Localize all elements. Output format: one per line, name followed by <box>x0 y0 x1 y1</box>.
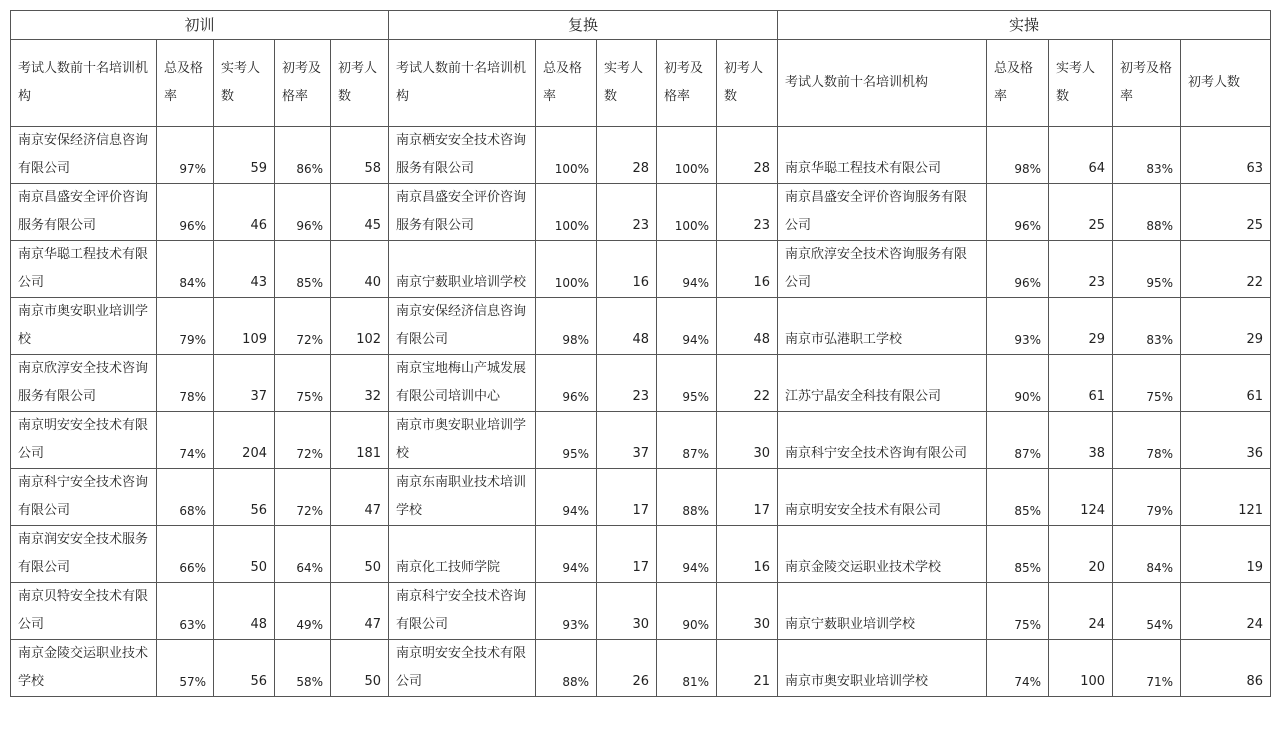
first-pass-rate: 94% <box>657 241 717 298</box>
institution-name: 南京宁薮职业培训学校 <box>778 583 987 640</box>
first-examinees: 17 <box>717 469 778 526</box>
first-examinees: 48 <box>717 298 778 355</box>
total-pass-rate: 79% <box>157 298 214 355</box>
institution-name: 南京宝地梅山产城发展有限公司培训中心 <box>389 355 536 412</box>
first-pass-rate: 96% <box>275 184 331 241</box>
table-row <box>11 583 1271 640</box>
first-pass-rate: 78% <box>1113 412 1181 469</box>
actual-examinees: 109 <box>214 298 275 355</box>
table-row <box>11 469 1271 526</box>
first-pass-rate: 84% <box>1113 526 1181 583</box>
first-examinees: 61 <box>1181 355 1271 412</box>
total-pass-rate: 94% <box>536 526 597 583</box>
total-pass-rate: 96% <box>987 241 1049 298</box>
actual-examinees: 26 <box>597 640 657 697</box>
first-pass-rate: 49% <box>275 583 331 640</box>
column-header-total-pass-rate: 总及格率 <box>157 40 214 127</box>
first-pass-rate: 87% <box>657 412 717 469</box>
actual-examinees: 25 <box>1049 184 1113 241</box>
total-pass-rate: 96% <box>157 184 214 241</box>
first-pass-rate: 94% <box>657 526 717 583</box>
total-pass-rate: 85% <box>987 469 1049 526</box>
total-pass-rate: 98% <box>536 298 597 355</box>
first-examinees: 24 <box>1181 583 1271 640</box>
institution-name: 南京市弘港职工学校 <box>778 298 987 355</box>
total-pass-rate: 96% <box>536 355 597 412</box>
first-pass-rate: 94% <box>657 298 717 355</box>
first-examinees: 40 <box>331 241 389 298</box>
first-examinees: 28 <box>717 127 778 184</box>
institution-name: 南京明安安全技术有限公司 <box>11 412 157 469</box>
actual-examinees: 48 <box>597 298 657 355</box>
actual-examinees: 124 <box>1049 469 1113 526</box>
column-header-first-pass-rate: 初考及格率 <box>657 40 717 127</box>
column-header-institution: 考试人数前十名培训机构 <box>389 40 536 127</box>
total-pass-rate: 74% <box>987 640 1049 697</box>
actual-examinees: 17 <box>597 526 657 583</box>
table-row <box>11 127 1271 184</box>
total-pass-rate: 100% <box>536 241 597 298</box>
total-pass-rate: 68% <box>157 469 214 526</box>
total-pass-rate: 94% <box>536 469 597 526</box>
first-pass-rate: 100% <box>657 127 717 184</box>
first-pass-rate: 75% <box>275 355 331 412</box>
section-title-renewal: 复换 <box>389 11 778 40</box>
actual-examinees: 29 <box>1049 298 1113 355</box>
total-pass-rate: 74% <box>157 412 214 469</box>
first-examinees: 121 <box>1181 469 1271 526</box>
section-header-row <box>11 11 1271 40</box>
institution-name: 南京东南职业技术培训学校 <box>389 469 536 526</box>
total-pass-rate: 100% <box>536 127 597 184</box>
institution-name: 南京华聪工程技术有限公司 <box>778 127 987 184</box>
first-pass-rate: 88% <box>1113 184 1181 241</box>
first-pass-rate: 85% <box>275 241 331 298</box>
institution-name: 南京科宁安全技术咨询有限公司 <box>11 469 157 526</box>
actual-examinees: 204 <box>214 412 275 469</box>
first-examinees: 58 <box>331 127 389 184</box>
institution-name: 南京科宁安全技术咨询有限公司 <box>778 412 987 469</box>
first-examinees: 21 <box>717 640 778 697</box>
table-row <box>11 355 1271 412</box>
first-examinees: 102 <box>331 298 389 355</box>
total-pass-rate: 75% <box>987 583 1049 640</box>
first-examinees: 50 <box>331 640 389 697</box>
total-pass-rate: 93% <box>536 583 597 640</box>
institution-name: 南京华聪工程技术有限公司 <box>11 241 157 298</box>
actual-examinees: 28 <box>597 127 657 184</box>
first-pass-rate: 95% <box>1113 241 1181 298</box>
column-header-actual-examinees: 实考人数 <box>597 40 657 127</box>
actual-examinees: 23 <box>597 355 657 412</box>
actual-examinees: 64 <box>1049 127 1113 184</box>
institution-name: 南京欣淳安全技术咨询服务有限公司 <box>11 355 157 412</box>
actual-examinees: 100 <box>1049 640 1113 697</box>
column-header-total-pass-rate: 总及格率 <box>536 40 597 127</box>
total-pass-rate: 87% <box>987 412 1049 469</box>
total-pass-rate: 100% <box>536 184 597 241</box>
first-examinees: 45 <box>331 184 389 241</box>
total-pass-rate: 90% <box>987 355 1049 412</box>
total-pass-rate: 98% <box>987 127 1049 184</box>
column-header-first-examinees: 初考人数 <box>717 40 778 127</box>
column-header-first-pass-rate: 初考及格率 <box>275 40 331 127</box>
table-row <box>11 298 1271 355</box>
first-pass-rate: 54% <box>1113 583 1181 640</box>
first-examinees: 63 <box>1181 127 1271 184</box>
actual-examinees: 61 <box>1049 355 1113 412</box>
total-pass-rate: 88% <box>536 640 597 697</box>
table-row <box>11 184 1271 241</box>
institution-name: 江苏宁晶安全科技有限公司 <box>778 355 987 412</box>
total-pass-rate: 96% <box>987 184 1049 241</box>
actual-examinees: 56 <box>214 640 275 697</box>
table-body <box>11 127 1271 697</box>
institution-name: 南京贝特安全技术有限公司 <box>11 583 157 640</box>
column-header-first-examinees: 初考人数 <box>331 40 389 127</box>
actual-examinees: 20 <box>1049 526 1113 583</box>
first-pass-rate: 90% <box>657 583 717 640</box>
institution-name: 南京宁薮职业培训学校 <box>389 241 536 298</box>
total-pass-rate: 78% <box>157 355 214 412</box>
actual-examinees: 37 <box>597 412 657 469</box>
institution-name: 南京润安安全技术服务有限公司 <box>11 526 157 583</box>
table-row <box>11 241 1271 298</box>
first-pass-rate: 75% <box>1113 355 1181 412</box>
training-ranking-table <box>10 10 1271 697</box>
first-examinees: 22 <box>1181 241 1271 298</box>
first-examinees: 25 <box>1181 184 1271 241</box>
actual-examinees: 50 <box>214 526 275 583</box>
first-examinees: 22 <box>717 355 778 412</box>
column-header-first-examinees: 初考人数 <box>1181 40 1271 127</box>
first-examinees: 16 <box>717 241 778 298</box>
first-pass-rate: 95% <box>657 355 717 412</box>
total-pass-rate: 85% <box>987 526 1049 583</box>
actual-examinees: 23 <box>597 184 657 241</box>
first-pass-rate: 81% <box>657 640 717 697</box>
first-examinees: 29 <box>1181 298 1271 355</box>
first-examinees: 47 <box>331 583 389 640</box>
column-header-institution: 考试人数前十名培训机构 <box>778 40 987 127</box>
first-examinees: 32 <box>331 355 389 412</box>
institution-name: 南京金陵交运职业技术学校 <box>778 526 987 583</box>
first-examinees: 23 <box>717 184 778 241</box>
first-pass-rate: 83% <box>1113 298 1181 355</box>
first-examinees: 19 <box>1181 526 1271 583</box>
institution-name: 南京明安安全技术有限公司 <box>389 640 536 697</box>
first-pass-rate: 72% <box>275 412 331 469</box>
first-examinees: 86 <box>1181 640 1271 697</box>
total-pass-rate: 97% <box>157 127 214 184</box>
first-examinees: 16 <box>717 526 778 583</box>
institution-name: 南京欣淳安全技术咨询服务有限公司 <box>778 241 987 298</box>
institution-name: 南京明安安全技术有限公司 <box>778 469 987 526</box>
actual-examinees: 17 <box>597 469 657 526</box>
actual-examinees: 56 <box>214 469 275 526</box>
first-examinees: 47 <box>331 469 389 526</box>
column-header-actual-examinees: 实考人数 <box>214 40 275 127</box>
institution-name: 南京昌盛安全评价咨询服务有限公司 <box>778 184 987 241</box>
total-pass-rate: 95% <box>536 412 597 469</box>
institution-name: 南京昌盛安全评价咨询服务有限公司 <box>11 184 157 241</box>
first-examinees: 30 <box>717 583 778 640</box>
actual-examinees: 43 <box>214 241 275 298</box>
section-title-practical: 实操 <box>778 11 1271 40</box>
actual-examinees: 38 <box>1049 412 1113 469</box>
first-pass-rate: 72% <box>275 469 331 526</box>
actual-examinees: 30 <box>597 583 657 640</box>
actual-examinees: 48 <box>214 583 275 640</box>
institution-name: 南京市奥安职业培训学校 <box>11 298 157 355</box>
institution-name: 南京昌盛安全评价咨询服务有限公司 <box>389 184 536 241</box>
first-pass-rate: 86% <box>275 127 331 184</box>
actual-examinees: 59 <box>214 127 275 184</box>
total-pass-rate: 93% <box>987 298 1049 355</box>
total-pass-rate: 63% <box>157 583 214 640</box>
first-pass-rate: 83% <box>1113 127 1181 184</box>
first-pass-rate: 71% <box>1113 640 1181 697</box>
institution-name: 南京市奥安职业培训学校 <box>389 412 536 469</box>
first-examinees: 181 <box>331 412 389 469</box>
table-row <box>11 526 1271 583</box>
institution-name: 南京栖安安全技术咨询服务有限公司 <box>389 127 536 184</box>
column-header-actual-examinees: 实考人数 <box>1049 40 1113 127</box>
total-pass-rate: 57% <box>157 640 214 697</box>
table-row <box>11 640 1271 697</box>
first-pass-rate: 72% <box>275 298 331 355</box>
first-pass-rate: 79% <box>1113 469 1181 526</box>
institution-name: 南京安保经济信息咨询有限公司 <box>389 298 536 355</box>
actual-examinees: 37 <box>214 355 275 412</box>
column-header-row <box>11 40 1271 127</box>
first-examinees: 36 <box>1181 412 1271 469</box>
table-row <box>11 412 1271 469</box>
institution-name: 南京金陵交运职业技术学校 <box>11 640 157 697</box>
actual-examinees: 16 <box>597 241 657 298</box>
actual-examinees: 24 <box>1049 583 1113 640</box>
institution-name: 南京市奥安职业培训学校 <box>778 640 987 697</box>
institution-name: 南京科宁安全技术咨询有限公司 <box>389 583 536 640</box>
first-pass-rate: 100% <box>657 184 717 241</box>
total-pass-rate: 84% <box>157 241 214 298</box>
total-pass-rate: 66% <box>157 526 214 583</box>
first-examinees: 30 <box>717 412 778 469</box>
institution-name: 南京安保经济信息咨询有限公司 <box>11 127 157 184</box>
first-pass-rate: 88% <box>657 469 717 526</box>
institution-name: 南京化工技师学院 <box>389 526 536 583</box>
column-header-first-pass-rate: 初考及格率 <box>1113 40 1181 127</box>
first-examinees: 50 <box>331 526 389 583</box>
section-title-initial-training: 初训 <box>11 11 389 40</box>
actual-examinees: 23 <box>1049 241 1113 298</box>
column-header-institution: 考试人数前十名培训机构 <box>11 40 157 127</box>
column-header-total-pass-rate: 总及格率 <box>987 40 1049 127</box>
first-pass-rate: 64% <box>275 526 331 583</box>
actual-examinees: 46 <box>214 184 275 241</box>
first-pass-rate: 58% <box>275 640 331 697</box>
